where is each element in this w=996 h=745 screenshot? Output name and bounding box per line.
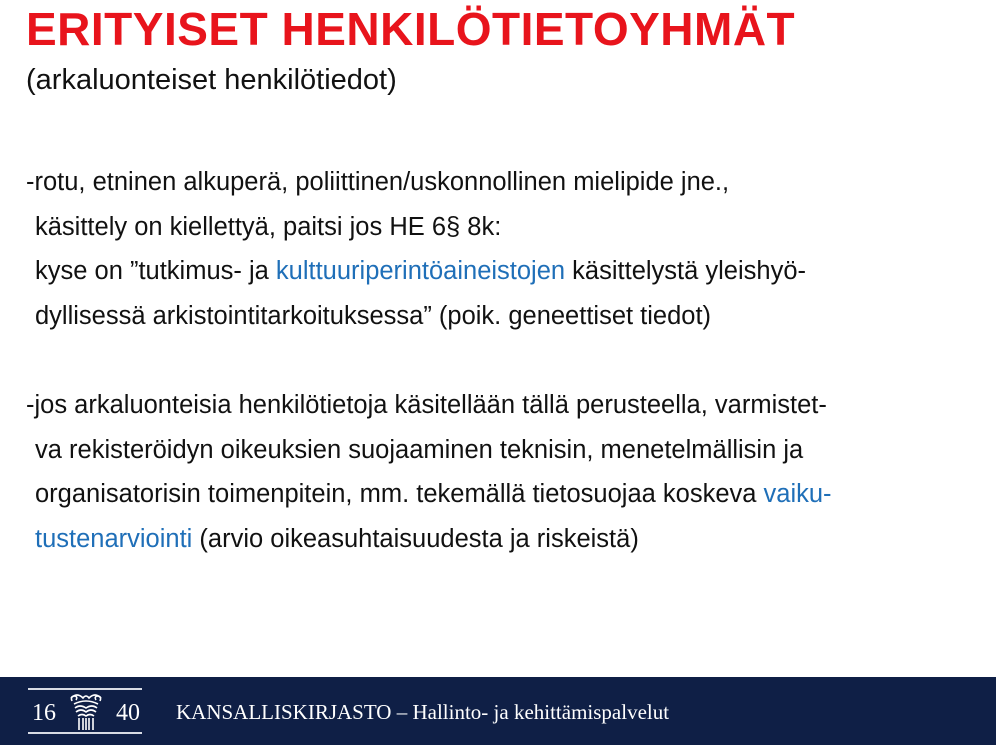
paragraph-line: -jos arkaluonteisia henkilötietoja käsitellään tällä perusteella, varmistet-: [26, 391, 827, 419]
paragraph-line: [26, 517, 832, 562]
paragraph-line: käsittely on kiellettyä, paitsi jos HE 6§ 8k:: [35, 212, 502, 241]
slide-title: ERITYISET HENKILÖTIETOYHMÄT: [26, 3, 796, 55]
library-logo: [28, 688, 142, 734]
paragraph-line: [26, 249, 806, 294]
paragraph-safeguards: [26, 383, 832, 561]
paragraph-line: va rekisteröidyn oikeuksien suojaaminen teknisin, menetelmällisin ja: [35, 435, 804, 464]
paragraph-line: -rotu, etninen alkuperä, poliittinen/uskonnollinen mielipide jne.,: [26, 168, 730, 196]
slide-subtitle: (arkaluonteiset henkilötiedot): [26, 64, 397, 96]
footer-bar: [0, 677, 996, 745]
paragraph-line: dyllisessä arkistointitarkoituksessa” (poik. geneettiset tiedot): [35, 301, 712, 330]
text-segment: organisatorisin toimenpitein, mm. tekemällä tietosuojaa koskeva: [35, 480, 764, 508]
highlighted-term-impact-assessment: tustenarviointi: [35, 524, 193, 553]
logo-rule: [28, 732, 142, 734]
logo-year-left: 16: [32, 700, 56, 726]
text-segment: käsittelystä yleishyö-: [565, 257, 807, 285]
footer-organization-text: KANSALLISKIRJASTO – Hallinto- ja kehittämispalvelut: [176, 700, 670, 724]
logo-year-right: 40: [116, 700, 140, 726]
paragraph-special-categories: [26, 160, 806, 338]
highlighted-term-cultural-heritage: kulttuuriperintöaineistojen: [275, 257, 566, 285]
corinthian-column-capital-icon: [68, 690, 104, 732]
paragraph-line: [26, 472, 832, 517]
highlighted-term-impact-assessment: vaiku-: [763, 480, 832, 508]
text-segment: kyse on ”tutkimus- ja: [35, 257, 276, 285]
text-segment: (arvio oikeasuhtaisuudesta ja riskeistä): [192, 524, 639, 553]
